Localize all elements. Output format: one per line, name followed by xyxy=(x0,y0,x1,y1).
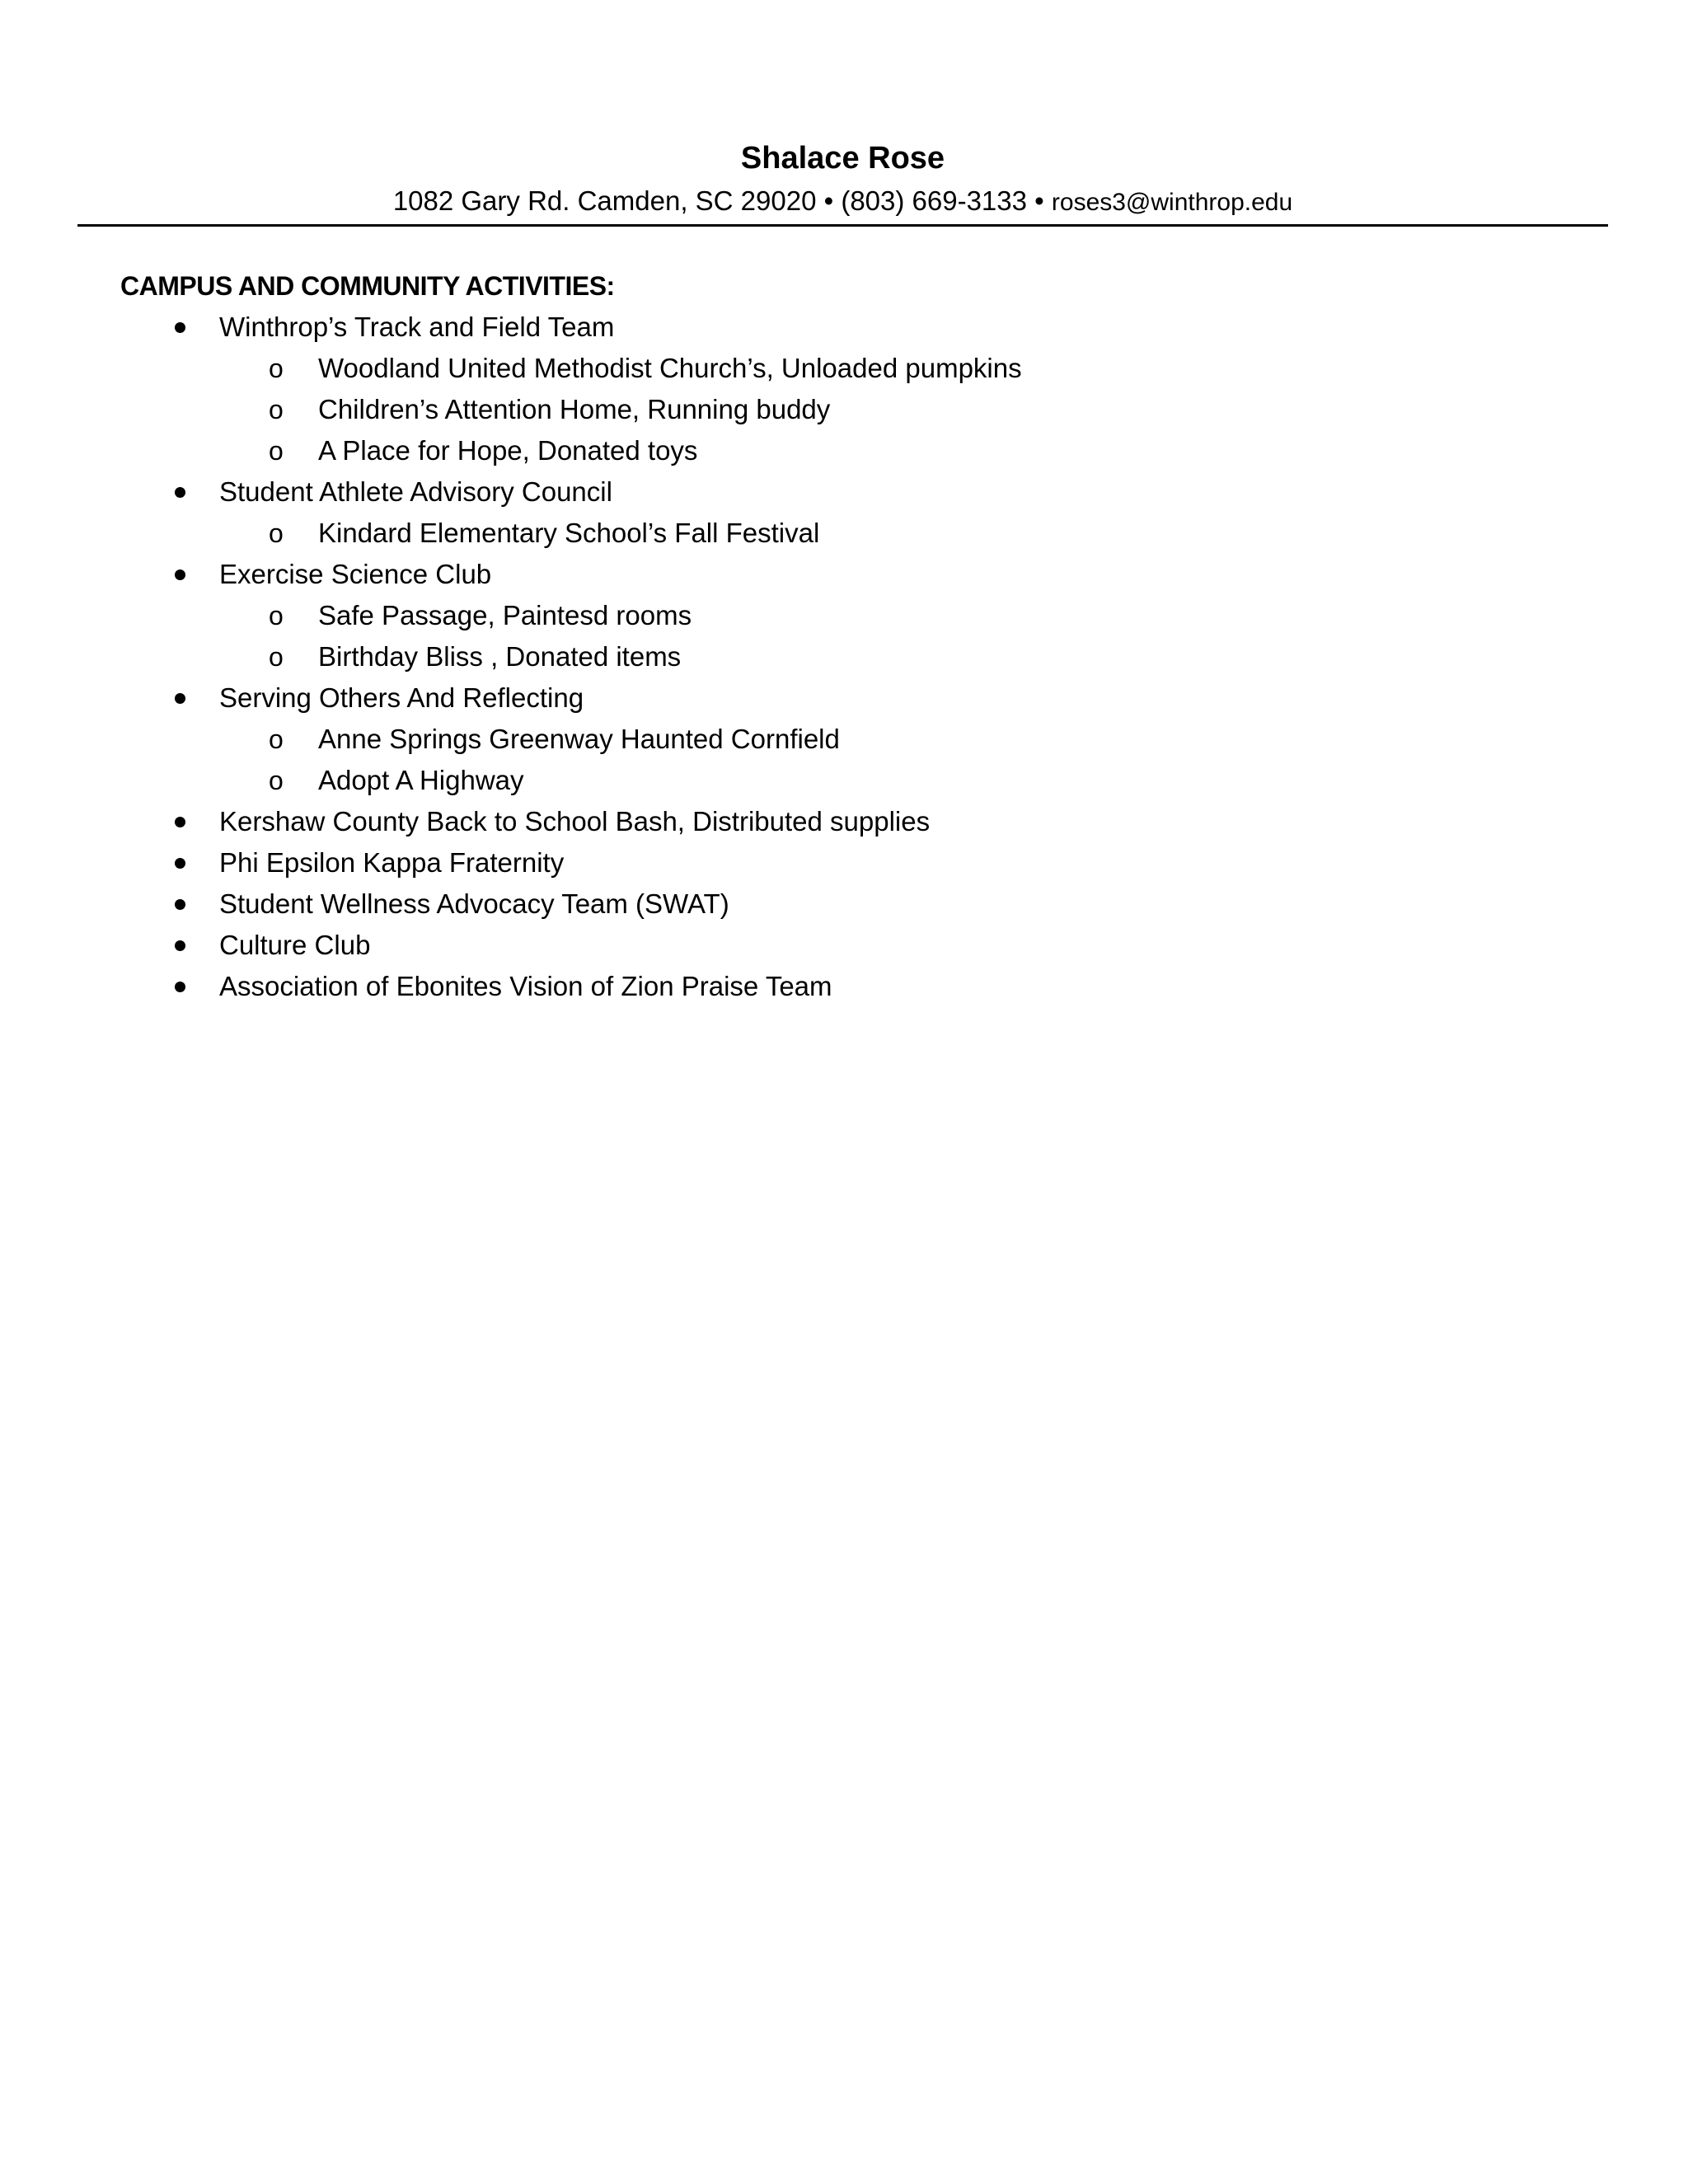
sub-list-item-text: Children’s Attention Home, Running buddy xyxy=(318,394,831,424)
list-item xyxy=(0,925,1688,966)
list-item-text: Student Athlete Advisory Council xyxy=(219,476,612,507)
sub-bullet-icon: o xyxy=(269,766,284,795)
sub-list-item-text: Birthday Bliss , Donated items xyxy=(318,641,682,672)
bullet-icon xyxy=(170,801,190,842)
sub-bullet-icon: o xyxy=(269,601,284,630)
bullet-icon xyxy=(170,471,190,513)
list-item-text: Culture Club xyxy=(219,930,371,960)
sub-list-item xyxy=(0,430,1688,471)
list-item xyxy=(0,801,1688,842)
list-item-text: Association of Ebonites Vision of Zion Praise Team xyxy=(219,971,832,1001)
bullet-icon xyxy=(170,842,190,883)
header-divider xyxy=(77,224,1608,227)
resume-header xyxy=(77,136,1608,223)
list-item-text: Serving Others And Reflecting xyxy=(219,682,584,713)
sub-list-item-text: Adopt A Highway xyxy=(318,765,524,795)
sub-bullet-icon: o xyxy=(269,436,284,466)
list-item-text: Student Wellness Advocacy Team (SWAT) xyxy=(219,888,729,919)
applicant-name: Shalace Rose xyxy=(740,141,945,176)
list-item xyxy=(0,307,1688,348)
list-item xyxy=(0,966,1688,1007)
list-item-text: Exercise Science Club xyxy=(219,559,492,589)
sub-bullet-icon: o xyxy=(269,518,284,548)
sub-list-item xyxy=(0,719,1688,760)
sub-list-item xyxy=(0,636,1688,677)
bullet-icon xyxy=(170,966,190,1007)
sub-list-item-text: Anne Springs Greenway Haunted Cornfield xyxy=(318,724,840,754)
bullet-icon xyxy=(170,925,190,966)
sub-list-item-text: Woodland United Methodist Church’s, Unloaded pumpkins xyxy=(318,353,1022,383)
list-item xyxy=(0,554,1688,595)
sub-bullet-icon: o xyxy=(269,724,284,754)
sub-bullet-icon: o xyxy=(269,395,284,424)
bullet-icon xyxy=(170,307,190,348)
sub-list-item-text: Safe Passage, Paintesd rooms xyxy=(318,600,692,630)
list-item xyxy=(0,677,1688,719)
list-item xyxy=(0,842,1688,883)
contact-line xyxy=(77,180,1608,223)
bullet-icon xyxy=(170,554,190,595)
activities-list xyxy=(0,307,1688,1007)
sub-list-item xyxy=(0,513,1688,554)
sub-bullet-icon: o xyxy=(269,354,284,383)
list-item xyxy=(0,471,1688,513)
list-item-text: Kershaw County Back to School Bash, Distributed supplies xyxy=(219,806,931,837)
list-item-text: Phi Epsilon Kappa Fraternity xyxy=(219,847,565,878)
sub-list-item xyxy=(0,389,1688,430)
sub-list-item-text: A Place for Hope, Donated toys xyxy=(318,435,698,466)
sub-list-item xyxy=(0,760,1688,801)
section-title: CAMPUS AND COMMUNITY ACTIVITIES: xyxy=(120,271,615,301)
sub-list-item xyxy=(0,595,1688,636)
bullet-icon xyxy=(170,883,190,925)
bullet-icon xyxy=(170,677,190,719)
contact-email: roses3@winthrop.edu xyxy=(1051,189,1293,216)
contact-address-phone: 1082 Gary Rd. Camden, SC 29020 • (803) 669-3133 • xyxy=(392,185,1052,216)
list-item-text: Winthrop’s Track and Field Team xyxy=(219,312,615,342)
sub-list-item xyxy=(0,348,1688,389)
list-item xyxy=(0,883,1688,925)
sub-list-item-text: Kindard Elementary School’s Fall Festival xyxy=(318,518,820,548)
sub-bullet-icon: o xyxy=(269,642,284,672)
